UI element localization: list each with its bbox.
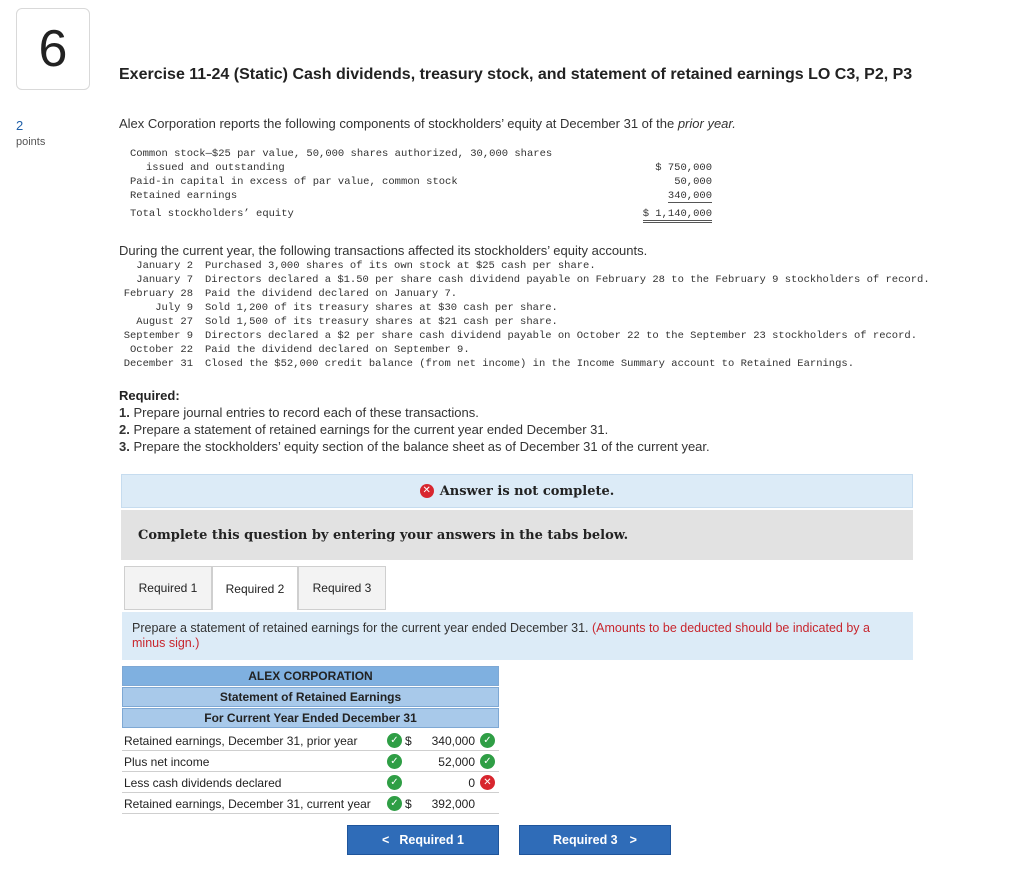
table-row [122, 730, 499, 751]
equity-amount: $ 1,140,000 [643, 208, 712, 223]
required-num: 3. [119, 439, 130, 454]
check-icon: ✓ [387, 733, 402, 748]
transaction-text: Sold 1,200 of its treasury shares at $30 cash per share. [205, 302, 558, 314]
transaction-text: Sold 1,500 of its treasury shares at $21 cash per share. [205, 316, 558, 328]
instruction-main: Prepare a statement of retained earnings for the current year ended December 31. [132, 621, 592, 635]
check-icon: ✓ [480, 754, 495, 769]
equity-label: Retained earnings [130, 190, 238, 202]
transaction-date: February 28 [123, 288, 193, 300]
transaction-text: Purchased 3,000 shares of its own stock at $25 cash per share. [205, 260, 596, 272]
equity-amount: 340,000 [667, 190, 712, 202]
transaction-date: January 2 [136, 260, 193, 272]
transaction-date: August 27 [136, 316, 193, 328]
tab-required-3[interactable]: Required 3 [298, 566, 386, 610]
amount-input[interactable]: 0 [468, 776, 475, 790]
check-icon: ✓ [387, 775, 402, 790]
required-item-1 [119, 405, 479, 420]
required-heading: Required: [119, 388, 180, 403]
equity-row-total [130, 208, 720, 222]
equity-label: Total stockholders’ equity [130, 208, 294, 220]
dollar-sign: $ [405, 797, 412, 811]
required-text: Prepare a statement of retained earnings for the current year ended December 31. [129, 422, 609, 437]
transaction-text: Closed the $52,000 credit balance (from net income) in the Income Summary account to Retained Earnings. [205, 358, 855, 370]
check-icon: ✓ [387, 754, 402, 769]
instruction-note: (Amounts to be deducted should be indicated by a minus sign.) [132, 621, 870, 650]
prev-button[interactable] [347, 825, 499, 855]
transaction-text: Paid the dividend declared on September 9. [205, 344, 470, 356]
equity-row-retained-earnings [130, 190, 720, 204]
required-text: Prepare journal entries to record each of these transactions. [129, 405, 479, 420]
chevron-left-icon: < [382, 833, 390, 847]
incorrect-icon: ✕ [480, 775, 495, 790]
equity-row-paid-in-capital [130, 176, 720, 190]
answer-status-text: Answer is not complete. [439, 483, 615, 499]
statement-name: Statement of Retained Earnings [122, 687, 499, 707]
transactions-list [119, 260, 999, 380]
required-text: Prepare the stockholders’ equity section of the balance sheet as of December 31 of the current year. [129, 439, 710, 454]
equity-label: Common stock—$25 par value, 50,000 shares authorized, 30,000 shares [130, 148, 553, 160]
complete-instruction: Complete this question by entering your answers in the tabs below. [121, 510, 913, 560]
intro-text [119, 116, 736, 131]
table-row [122, 751, 499, 772]
transaction-date: September 9 [123, 330, 193, 342]
intro-prefix: Alex Corporation reports the following components of stockholders’ equity at December 31 of the [119, 116, 678, 131]
equity-amount: 50,000 [674, 176, 712, 188]
incorrect-icon: ✕ [420, 484, 434, 498]
equity-row-common-stock [130, 148, 720, 162]
required-num: 2. [119, 422, 130, 437]
instruction-panel [122, 612, 913, 660]
transaction-text: Directors declared a $2 per share cash dividend payable on October 22 to the September 23 stockholders of record. [205, 330, 918, 342]
prev-button-label: Required 1 [399, 833, 464, 847]
required-num: 1. [119, 405, 130, 420]
row-label: Less cash dividends declared [124, 776, 282, 790]
amount-input[interactable]: 52,000 [438, 755, 475, 769]
table-row [122, 772, 499, 793]
equity-amount: $ 750,000 [655, 162, 712, 174]
row-label: Retained earnings, December 31, prior year [124, 734, 358, 748]
amount-input[interactable]: 340,000 [431, 734, 475, 748]
check-icon: ✓ [387, 796, 402, 811]
transaction-date: July 9 [155, 302, 193, 314]
transaction-date: January 7 [136, 274, 193, 286]
check-icon: ✓ [480, 733, 495, 748]
equity-row-common-stock-cont [130, 162, 720, 176]
next-button-label: Required 3 [553, 833, 618, 847]
transaction-text: Paid the dividend declared on January 7. [205, 288, 458, 300]
equity-label: issued and outstanding [146, 162, 285, 174]
tab-required-1[interactable]: Required 1 [124, 566, 212, 610]
tab-required-2[interactable]: Required 2 [212, 566, 298, 610]
transaction-date: December 31 [123, 358, 193, 370]
required-item-2 [119, 422, 608, 437]
required-item-3 [119, 439, 710, 454]
table-row [122, 793, 499, 814]
exercise-title: Exercise 11-24 (Static) Cash dividends, treasury stock, and statement of retained earnings LO C3, P2, P3 [119, 66, 913, 83]
statement-period: For Current Year Ended December 31 [122, 708, 499, 728]
transactions-intro: During the current year, the following transactions affected its stockholders’ equity accounts. [119, 243, 648, 258]
statement-company: ALEX CORPORATION [122, 666, 499, 686]
equity-label: Paid-in capital in excess of par value, common stock [130, 176, 458, 188]
answer-status-banner [121, 474, 913, 508]
dollar-sign: $ [405, 734, 412, 748]
intro-italic: prior year. [677, 116, 736, 131]
transaction-text: Directors declared a $1.50 per share cash dividend payable on February 28 to the February 9 stockholders of record. [205, 274, 930, 286]
chevron-right-icon: > [629, 833, 637, 847]
points-label: points [16, 136, 46, 148]
row-label: Retained earnings, December 31, current year [124, 797, 371, 811]
transaction-date: October 22 [129, 344, 193, 356]
row-label: Plus net income [124, 755, 210, 769]
amount-output: 392,000 [431, 797, 475, 811]
points-value: 2 [16, 118, 24, 133]
question-number: 6 [16, 8, 90, 90]
retained-earnings-statement [122, 666, 499, 816]
next-button[interactable] [519, 825, 671, 855]
